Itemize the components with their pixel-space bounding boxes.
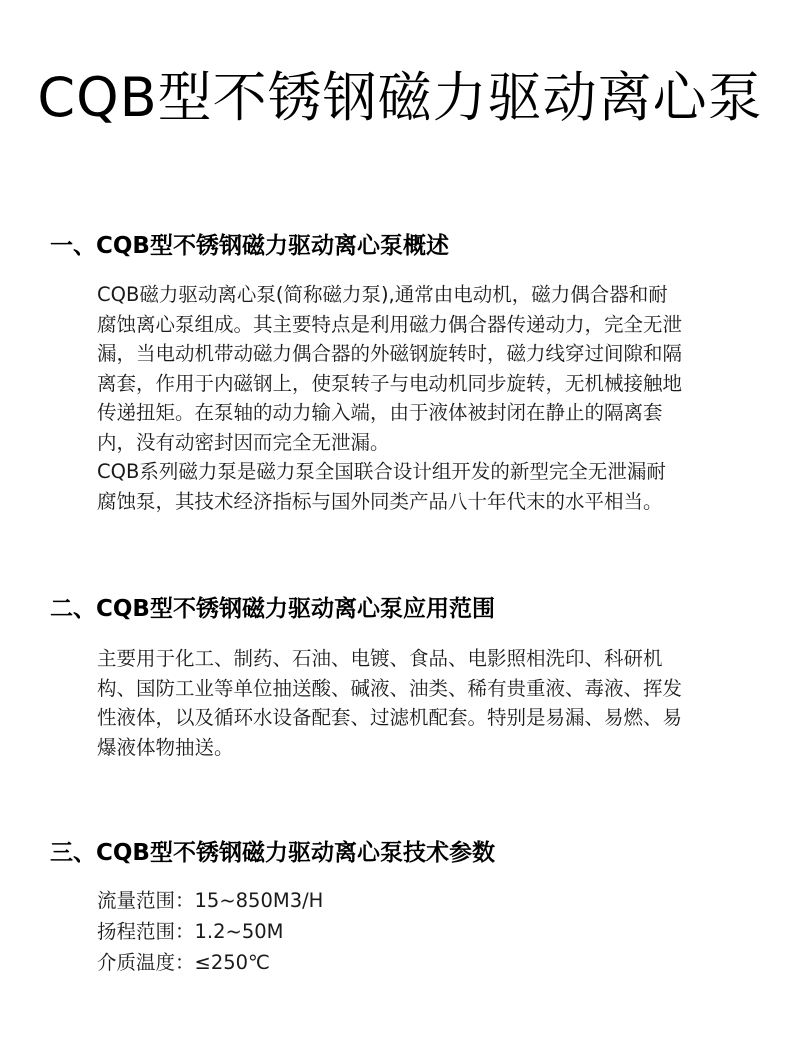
section-heading-overview: 一、CQB型不锈钢磁力驱动离心泵概述 [50,233,449,259]
paragraph-line: 漏，当电动机带动磁力偶合器的外磁钢旋转时，磁力线穿过间隙和隔 [97,342,683,365]
param-flow-range: 流量范围：15~850M3/H [97,889,324,912]
paragraph-line: CQB磁力驱动离心泵(简称磁力泵),通常由电动机，磁力偶合器和耐 [97,283,668,306]
paragraph-line: 离套，作用于内磁钢上，使泵转子与电动机同步旋转，无机械接触地 [97,371,683,395]
section-heading-parameters: 三、CQB型不锈钢磁力驱动离心泵技术参数 [50,840,495,866]
param-medium-temperature: 介质温度：≤250℃ [97,951,270,974]
paragraph-line: 主要用于化工、制药、石油、电镀、食品、电影照相洗印、科研机 [97,647,663,670]
param-head-range: 扬程范围：1.2~50M [97,920,284,943]
section-body-applications [97,644,757,762]
paragraph-line: 性液体，以及循环水设备配套、过滤机配套。特别是易漏、易燃、易 [97,706,683,729]
paragraph-line: 内，没有动密封因而完全无泄漏。 [97,430,390,454]
paragraph-line: 传递扭矩。在泵轴的动力输入端，由于液体被封闭在静止的隔离套 [97,401,663,424]
paragraph-line: 腐蚀泵，其技术经济指标与国外同类产品八十年代末的水平相当。 [97,489,663,513]
paragraph-line: CQB系列磁力泵是磁力泵全国联合设计组开发的新型完全无泄漏耐 [97,460,666,483]
paragraph-line: 爆液体物抽送。 [97,735,234,759]
section-heading-applications: 二、CQB型不锈钢磁力驱动离心泵应用范围 [50,596,495,622]
section-body-parameters [97,885,757,978]
page-title: CQB型不锈钢磁力驱动离心泵 [37,66,763,129]
section-body-overview [97,280,757,516]
paragraph-line: 构、国防工业等单位抽送酸、碱液、油类、稀有贵重液、毒液、挥发 [97,676,683,700]
paragraph-line: 腐蚀离心泵组成。其主要特点是利用磁力偶合器传递动力，完全无泄 [97,312,683,336]
